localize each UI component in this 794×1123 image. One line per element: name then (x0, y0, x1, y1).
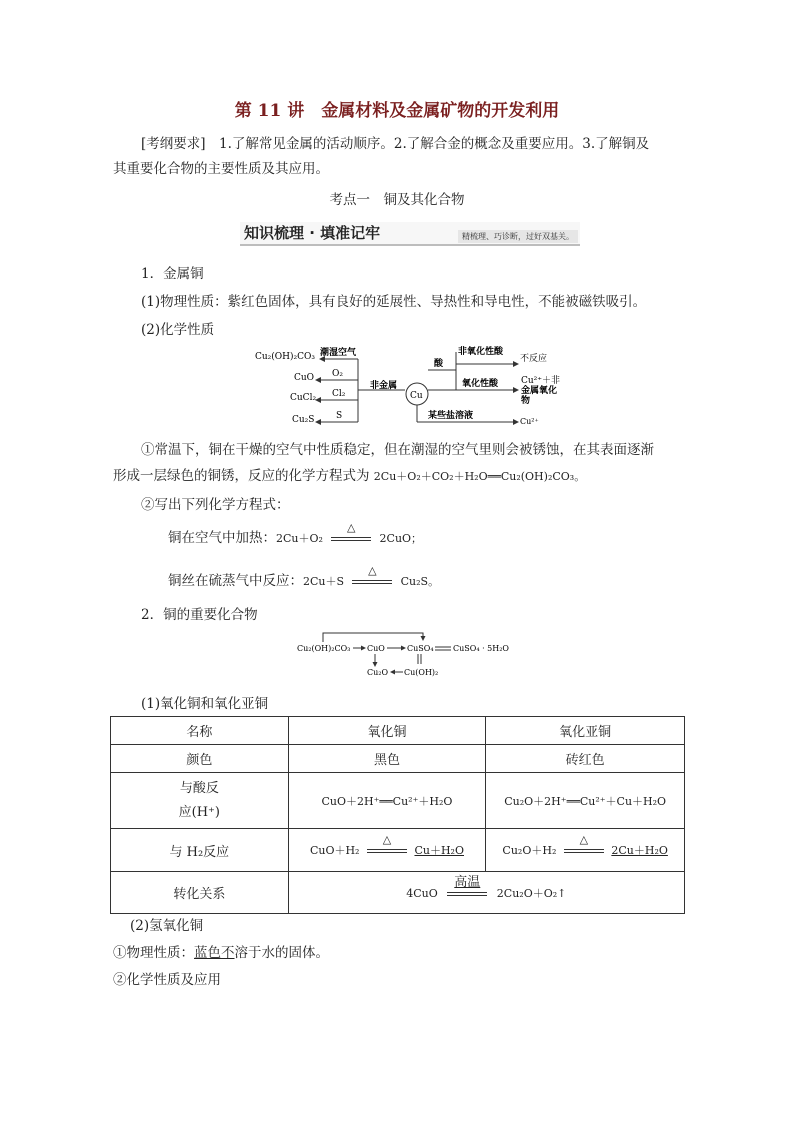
node-cuoh2: Cu(OH)₂ (404, 668, 439, 677)
header-cuo: 氧化铜 (288, 717, 486, 745)
equation-2 (168, 563, 440, 589)
acid-label-line-2: 应(H⁺) (178, 804, 220, 820)
result-ox-3: 物 (521, 396, 531, 406)
node-cuso4: CuSO₄ (407, 644, 434, 653)
node-cu2o: Cu₂O (367, 668, 389, 677)
label-salt: 某些盐溶液 (428, 411, 474, 421)
cond-cl2: Cl₂ (332, 389, 346, 399)
row-color-label: 颜色 (111, 745, 289, 773)
para-rust-2 (113, 464, 585, 484)
conv-cond: 高温 (454, 874, 481, 890)
eq2-left: 2Cu＋S (303, 575, 345, 588)
label-nonox-acid: 非氧化性酸 (458, 347, 504, 357)
table-row (111, 717, 685, 745)
row-h2-label: 与 H₂反应 (111, 829, 289, 872)
cond-o2: O₂ (332, 369, 343, 379)
eq2-right: Cu₂S。 (400, 575, 440, 588)
result-ox-1: Cu²⁺＋非 (521, 376, 561, 386)
eq2-label: 铜丝在硫蒸气中反应： (168, 573, 303, 589)
cu2o-h2-equals (564, 833, 604, 858)
row-conversion-label: 转化关系 (111, 872, 289, 914)
acid-label-line-1: 与酸反 (179, 780, 219, 796)
table-row (111, 872, 685, 914)
label-acid: 酸 (434, 359, 444, 369)
cu2o-h2-cond: △ (579, 833, 589, 846)
cu2o-h2-left: Cu₂O＋H₂ (502, 844, 557, 857)
heading-copper: 1．金属铜 (141, 266, 204, 282)
conv-left: 4CuO (406, 886, 438, 900)
eq1-label: 铜在空气中加热： (168, 530, 276, 546)
table-row (111, 829, 685, 872)
conv-equals (447, 874, 487, 901)
node-hydrate: CuSO₄ · 5H₂O (453, 644, 509, 653)
cu-label: Cu (410, 391, 423, 401)
cond-s: S (336, 411, 343, 421)
eq1-condition: △ (347, 520, 356, 534)
hydroxide-phys-c: 不 (221, 945, 235, 961)
eq1-equals (331, 520, 371, 546)
node-basic-carbonate: Cu₂(OH)₂CO₃ (297, 644, 351, 653)
cuo-color: 黑色 (288, 745, 486, 773)
knowledge-bar-title: 知识梳理 · 填准记牢 (244, 224, 381, 242)
eq2-equals (352, 563, 392, 589)
cuo-h2-right: Cu＋H₂O (414, 844, 464, 857)
rust-equation: 2Cu＋O₂＋CO₂＋H₂O══Cu₂(OH)₂CO₃。 (373, 470, 586, 483)
heading-compounds: 2．铜的重要化合物 (141, 607, 258, 623)
heading-oxides: (1)氧化铜和氧化亚铜 (141, 696, 269, 712)
header-name: 名称 (111, 717, 289, 745)
equation-1 (168, 520, 423, 546)
para-rust-2a: 形成一层绿色的铜锈，反应的化学方程式为 (113, 468, 374, 484)
requirements-line-1: [考纲要求] 1.了解常见金属的活动顺序。2.了解合金的概念及重要应用。3.了解铜及 (141, 136, 650, 152)
cu2o-color: 砖红色 (486, 745, 685, 773)
para-rust-1: ①常温下，铜在干燥的空气中性质稳定，但在潮湿的空气里则会被锈蚀，在其表面逐渐 (141, 442, 654, 458)
compound-conversion-diagram (295, 628, 535, 680)
cu2o-h2-right: 2Cu＋H₂O (611, 844, 668, 857)
eq2-condition: △ (368, 563, 377, 577)
cuo-acid: CuO＋2H⁺══Cu²⁺＋H₂O (288, 773, 486, 829)
cond-humid-air: 潮湿空气 (320, 348, 357, 358)
table-row (111, 773, 685, 829)
conv-right: 2Cu₂O＋O₂↑ (496, 886, 567, 900)
hydroxide-physical (113, 941, 329, 961)
knowledge-bar (240, 222, 580, 246)
cuo-h2-cond: △ (382, 833, 392, 846)
exam-requirements (113, 132, 686, 182)
eq1-left: 2Cu＋O₂ (276, 532, 323, 545)
node-cuo: CuO (367, 644, 385, 653)
eq1-right: 2CuO； (379, 532, 423, 545)
header-cu2o: 氧化亚铜 (486, 717, 685, 745)
result-salt: Cu²⁺ (520, 417, 539, 426)
label-nonmetal: 非金属 (370, 381, 398, 391)
requirements-line-2: 其重要化合物的主要性质及其应用。 (113, 161, 329, 177)
cuo-h2-left: CuO＋H₂ (309, 844, 360, 857)
hydroxide-phys-b: 蓝色 (194, 945, 221, 961)
product-cuo: CuO (294, 373, 315, 383)
oxides-comparison-table (110, 716, 685, 914)
cuo-h2 (288, 829, 486, 872)
hydroxide-chemical: ②化学性质及应用 (113, 972, 221, 988)
cuo-h2-equals (367, 833, 407, 858)
arrow-n1-n3 (323, 633, 423, 642)
result-no-reaction: 不反应 (520, 354, 548, 364)
physical-properties: (1)物理性质：紫红色固体，具有良好的延展性、导热性和导电性，不能被磁铁吸引。 (141, 294, 647, 310)
conversion-equation (288, 872, 684, 914)
cu2o-acid: Cu₂O＋2H⁺══Cu²⁺＋Cu＋H₂O (486, 773, 685, 829)
page-title: 第 11 讲 金属材料及金属矿物的开发利用 (234, 101, 560, 121)
hydroxide-phys-d: 溶于水的固体。 (234, 945, 329, 961)
chemical-properties-heading: (2)化学性质 (141, 322, 215, 338)
table-row (111, 745, 685, 773)
section-heading: 考点一 铜及其化合物 (329, 192, 465, 208)
row-acid-label (111, 773, 289, 829)
cu2o-h2 (486, 829, 685, 872)
equations-heading: ②写出下列化学方程式： (141, 497, 290, 513)
heading-hydroxide: (2)氢氧化铜 (130, 918, 204, 934)
result-ox-2: 金属氧化 (521, 386, 558, 396)
product-cucl2: CuCl₂ (290, 393, 317, 403)
product-basic-copper-carbonate: Cu₂(OH)₂CO₃ (255, 352, 316, 362)
product-cu2s: Cu₂S (292, 415, 315, 425)
hydroxide-phys-a: ①物理性质： (113, 945, 194, 961)
copper-reaction-diagram (250, 342, 580, 432)
label-ox-acid: 氧化性酸 (462, 379, 499, 389)
knowledge-bar-tag: 精梳理、巧诊断，过好双基关。 (458, 230, 578, 243)
